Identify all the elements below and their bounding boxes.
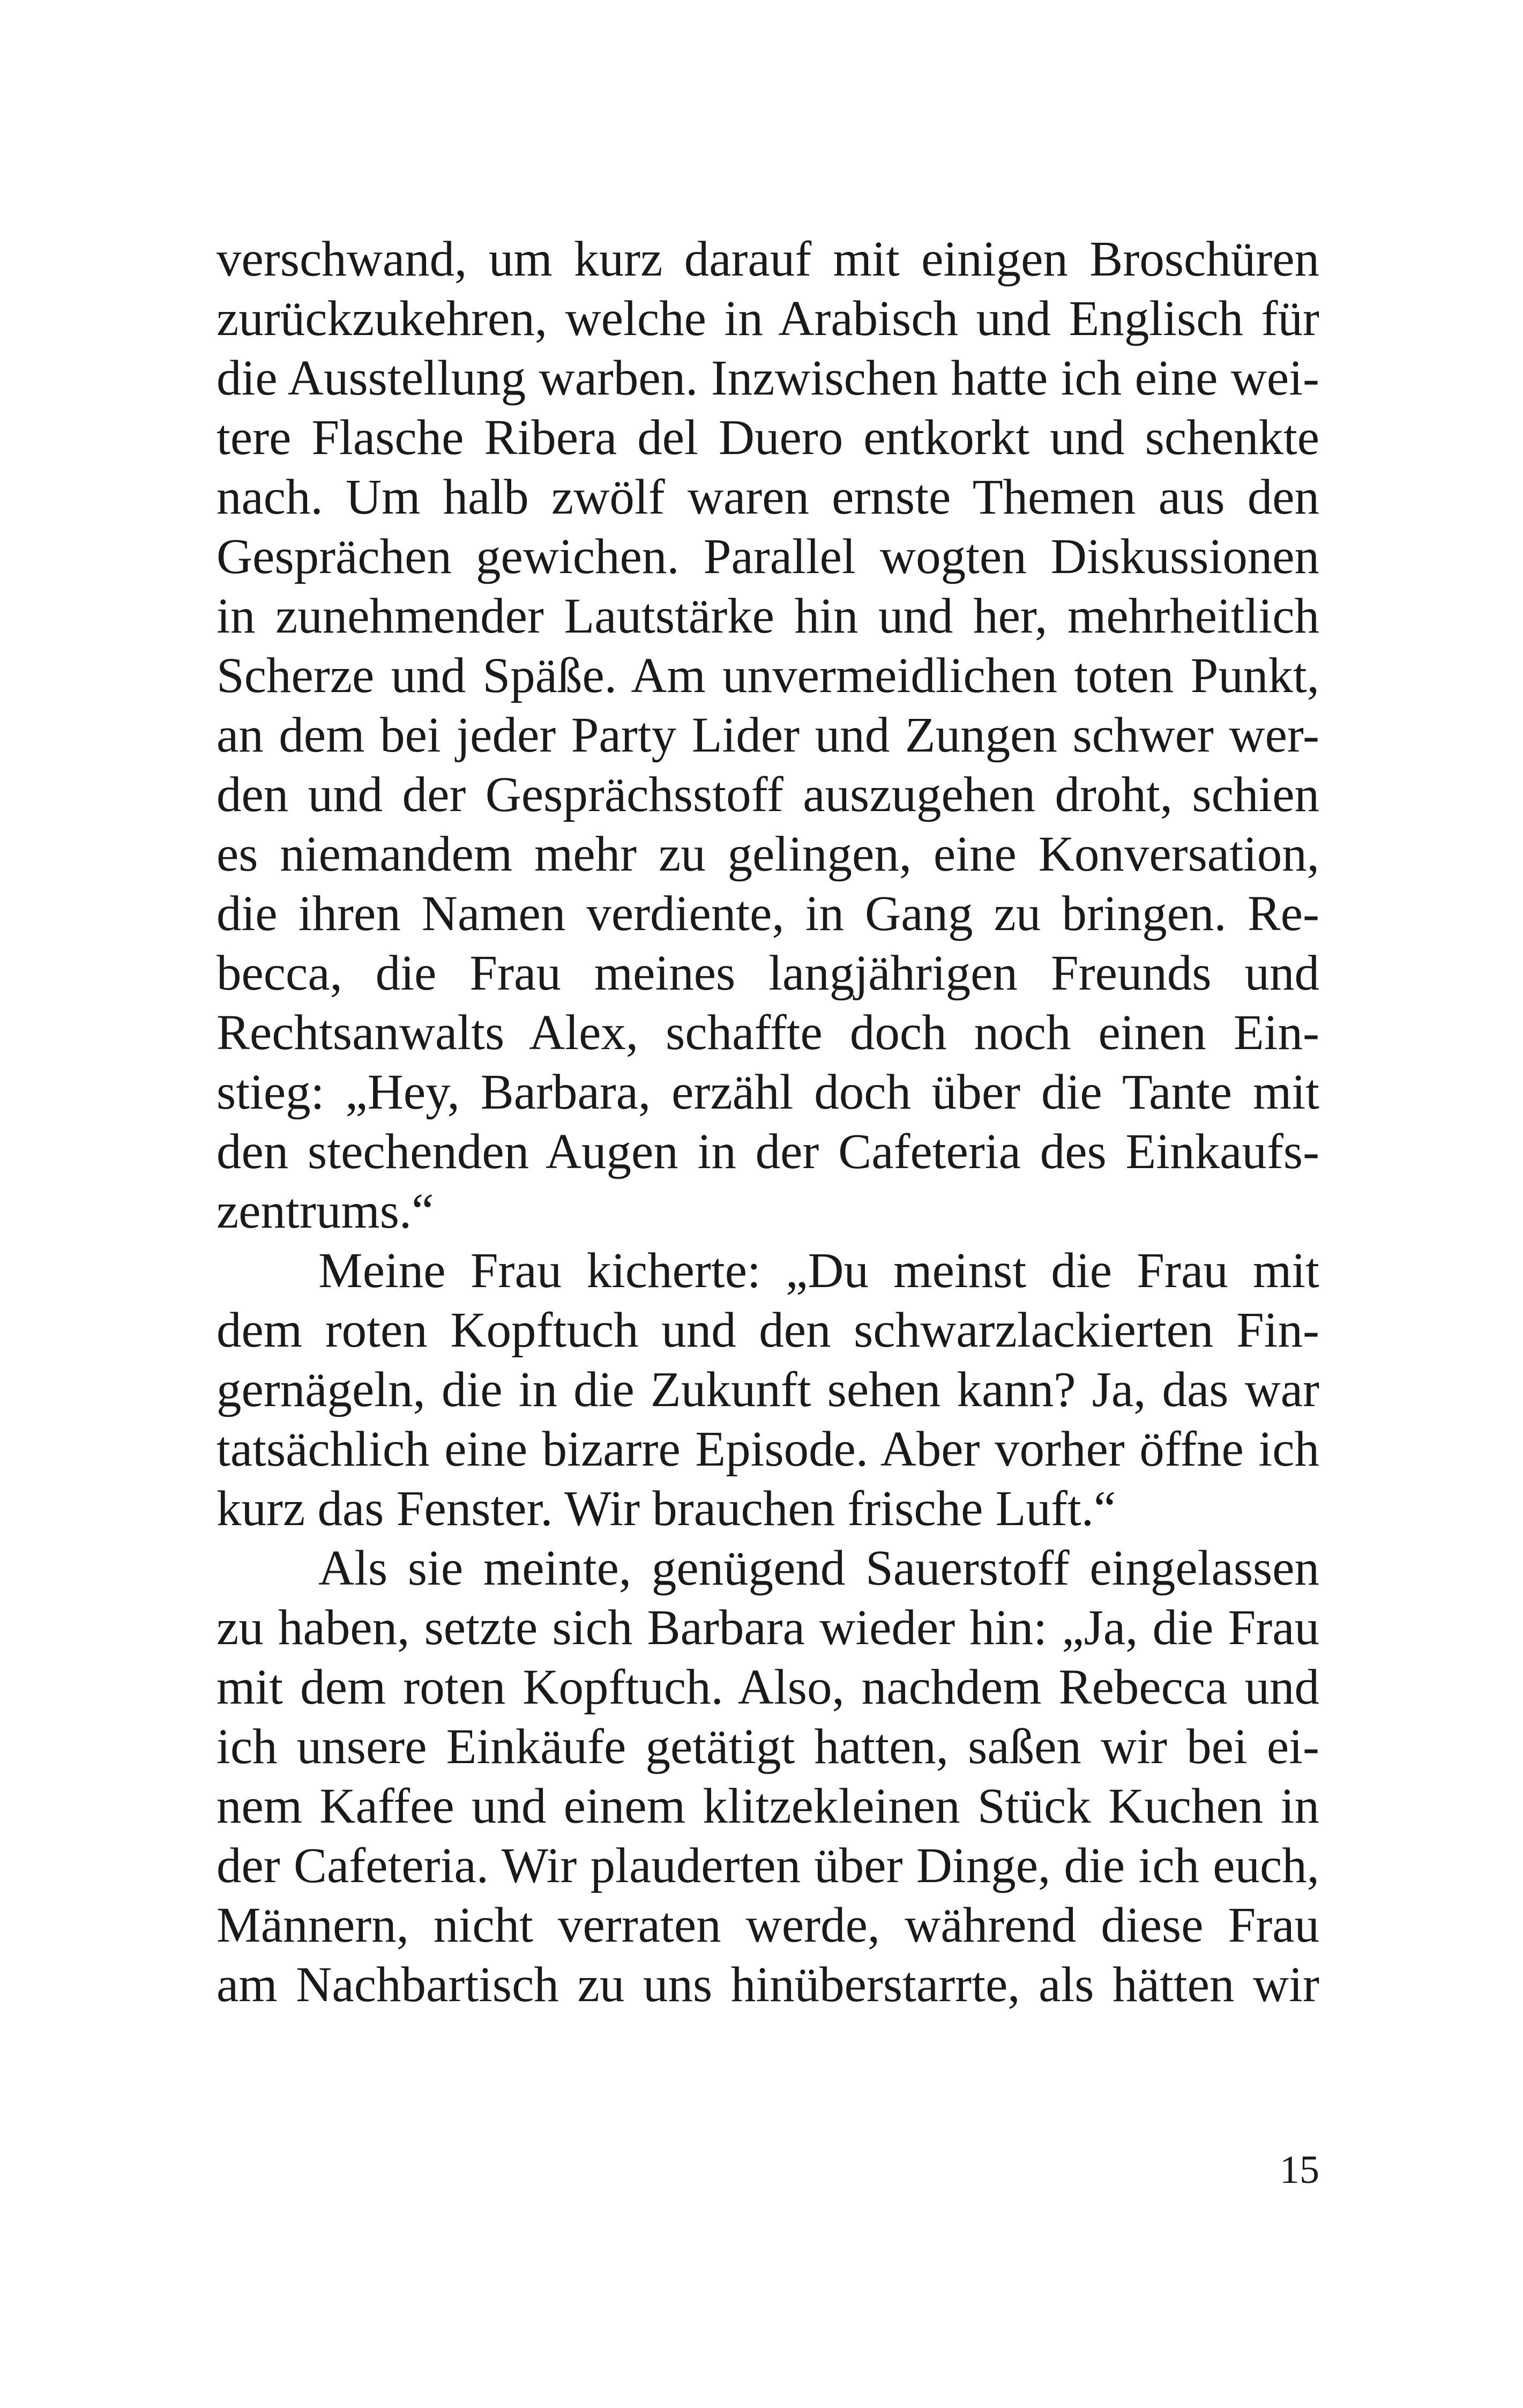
text-line: am Nachbartisch zu uns hinüberstarrte, als hätten wir xyxy=(216,1957,1319,2012)
text-line: der Cafeteria. Wir plauderten über Dinge, die ich euch, xyxy=(216,1838,1319,1893)
text-line: Rechtsanwalts Alex, schaffte doch noch einen Ein- xyxy=(216,1005,1319,1060)
text-line: den stechenden Augen in der Cafeteria des Einkaufs- xyxy=(216,1124,1319,1179)
paragraph xyxy=(216,1241,1319,1539)
text-line: zurückzukehren, welche in Arabisch und Englisch für xyxy=(216,291,1319,346)
text-line: tere Flasche Ribera del Duero entkorkt und schenkte xyxy=(216,410,1319,465)
text-line: stieg: „Hey, Barbara, erzähl doch über die Tante mit xyxy=(216,1065,1319,1120)
body-text xyxy=(216,229,1319,2015)
text-line: die ihren Namen verdiente, in Gang zu bringen. Re- xyxy=(216,886,1319,941)
text-line: kurz das Fenster. Wir brauchen frische Luft.“ xyxy=(216,1481,1116,1536)
text-line: becca, die Frau meines langjährigen Freunds und xyxy=(216,946,1319,1001)
text-line: nach. Um halb zwölf waren ernste Themen aus den xyxy=(216,470,1319,525)
text-line: verschwand, um kurz darauf mit einigen Broschüren xyxy=(216,232,1319,287)
text-line: tatsächlich eine bizarre Episode. Aber vorher öffne ich xyxy=(216,1422,1319,1477)
page-number: 15 xyxy=(1280,2148,1319,2192)
text-line: die Ausstellung warben. Inzwischen hatte ich eine wei- xyxy=(216,351,1319,406)
text-line: Männern, nicht verraten werde, während diese Frau xyxy=(216,1898,1319,1953)
paragraph xyxy=(216,229,1319,1241)
text-line: mit dem roten Kopftuch. Also, nachdem Rebecca und xyxy=(216,1660,1319,1715)
text-line: gernägeln, die in die Zukunft sehen kann? Ja, das war xyxy=(216,1362,1319,1417)
text-line: in zunehmender Lautstärke hin und her, mehrheitlich xyxy=(216,589,1319,644)
text-line: an dem bei jeder Party Lider und Zungen schwer wer- xyxy=(216,708,1319,763)
text-line: zentrums.“ xyxy=(216,1184,434,1239)
text-line: Scherze und Späße. Am unvermeidlichen toten Punkt, xyxy=(216,648,1319,703)
text-line: den und der Gesprächsstoff auszugehen droht, schien xyxy=(216,767,1319,822)
text-line: zu haben, setzte sich Barbara wieder hin: „Ja, die Frau xyxy=(216,1600,1319,1655)
paragraph xyxy=(216,1539,1319,2015)
text-line: Als sie meinte, genügend Sauerstoff eingelassen xyxy=(318,1541,1319,1596)
text-line: es niemandem mehr zu gelingen, eine Konversation, xyxy=(216,827,1319,882)
text-line: dem roten Kopftuch und den schwarzlackierten Fin- xyxy=(216,1303,1319,1358)
text-line: ich unsere Einkäufe getätigt hatten, saßen wir bei ei- xyxy=(216,1719,1319,1774)
text-line: Meine Frau kicherte: „Du meinst die Frau mit xyxy=(318,1243,1319,1298)
text-line: nem Kaffee und einem klitzekleinen Stück Kuchen in xyxy=(216,1779,1319,1834)
text-line: Gesprächen gewichen. Parallel wogten Diskussionen xyxy=(216,529,1319,584)
